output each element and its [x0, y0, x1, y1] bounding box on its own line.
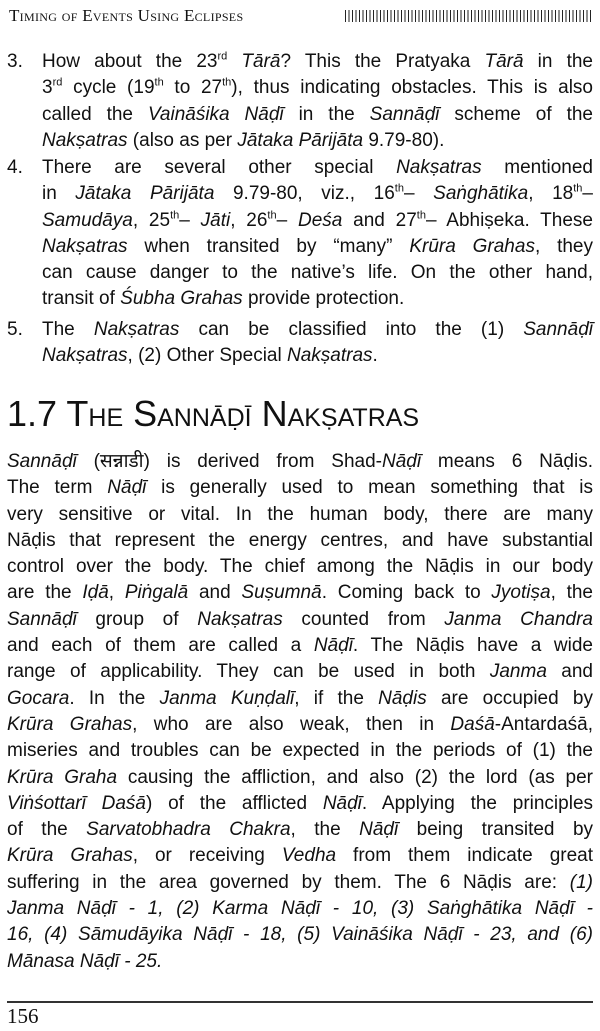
- text-segment: , they: [534, 235, 594, 257]
- text-segment: ? This the Pratyaka: [280, 51, 485, 72]
- text-segment: Piṅgalā: [124, 582, 189, 604]
- text-line: [7, 870, 593, 896]
- text-segment: Nāḍī: [107, 477, 147, 499]
- text-segment: ,: [108, 582, 125, 604]
- text-segment: Janma: [489, 661, 547, 683]
- text-segment: , 26: [230, 209, 268, 231]
- text-segment: when transited by “many”: [127, 235, 410, 257]
- text-line: [7, 502, 593, 528]
- text-segment: to 27: [163, 77, 223, 99]
- text-segment: -Antardaśā,: [494, 713, 593, 735]
- text-segment: are the: [7, 582, 83, 604]
- text-segment: and each of them are called a: [7, 635, 314, 657]
- text-segment: , or receiving: [132, 845, 282, 867]
- text-line: [7, 843, 593, 869]
- text-segment: Nāḍī: [381, 451, 422, 472]
- text-segment: in: [42, 183, 76, 205]
- text-line: [42, 102, 593, 128]
- text-segment: , who are also weak, then in: [132, 713, 451, 735]
- text-line: [42, 208, 593, 234]
- text-segment: Saṅghātika: [433, 183, 529, 205]
- text-segment: Janma Nāḍī - 1, (2) Karma Nāḍī - 10, (3) Saṅghātika Nāḍī -: [7, 898, 593, 920]
- body-paragraph: [7, 449, 593, 975]
- text-segment: Janma Kuṇḍalī: [159, 687, 295, 709]
- text-line: [7, 475, 593, 501]
- list-number: 5.: [7, 319, 23, 340]
- text-segment: Tārā: [484, 51, 524, 72]
- text-segment: Jyotiṣa: [491, 582, 551, 604]
- header-decoration: [345, 10, 593, 22]
- ordinal-suffix: th: [416, 209, 426, 222]
- text-segment: Krūra Graha: [7, 766, 118, 788]
- footer-divider: [7, 1001, 593, 1003]
- text-segment: called the: [42, 103, 148, 125]
- text-segment: –: [179, 209, 201, 231]
- text-segment: very sensitive or vital. In the human body, there are many: [7, 503, 593, 525]
- text-segment: Nakṣatras: [93, 319, 180, 340]
- ordinal-suffix: th: [573, 182, 583, 195]
- text-segment: Sarvatobhadra Chakra: [86, 819, 291, 841]
- list-number: 3.: [7, 51, 23, 72]
- text-segment: Vaināśika Nāḍī: [147, 103, 284, 125]
- text-segment: Sannāḍī: [523, 319, 593, 340]
- text-line: [42, 286, 593, 312]
- text-segment: and 27: [342, 209, 417, 231]
- text-segment: from them indicate great: [336, 845, 593, 867]
- text-segment: Nakṣatras: [286, 345, 373, 367]
- text-line: [7, 765, 593, 791]
- text-segment: can be classified into the (1): [179, 319, 524, 340]
- text-line: [42, 128, 593, 154]
- text-line: [7, 922, 593, 948]
- text-segment: and: [188, 582, 242, 604]
- text-segment: Nakṣatras: [42, 129, 128, 151]
- text-segment: scheme of the: [439, 103, 593, 125]
- text-segment: Vedha: [281, 845, 337, 867]
- list-item-3: [7, 49, 593, 154]
- page-number: 156: [7, 1004, 39, 1028]
- text-segment: ), thus indicating obstacles. This is also: [231, 77, 593, 99]
- text-line: [7, 791, 593, 817]
- text-segment: , 18: [528, 183, 574, 205]
- text-segment: Daśā: [450, 713, 495, 735]
- ordinal-suffix: rd: [52, 76, 63, 89]
- text-segment: Samudāya: [42, 209, 133, 231]
- text-segment: counted from: [282, 608, 445, 630]
- text-segment: Iḍā: [82, 582, 109, 604]
- text-line: [7, 712, 593, 738]
- text-segment: transit of: [42, 288, 121, 310]
- text-segment: . In the: [69, 687, 160, 709]
- text-line: [42, 75, 593, 101]
- text-line: [7, 659, 593, 685]
- text-segment: 9.79-80, viz., 16: [214, 183, 395, 205]
- text-line: [42, 260, 593, 286]
- text-segment: Nāḍī: [322, 792, 362, 814]
- text-line: [42, 49, 593, 75]
- text-segment: The: [42, 319, 94, 340]
- text-line: [42, 155, 593, 181]
- text-segment: [227, 51, 241, 72]
- ordinal-suffix: th: [267, 209, 277, 222]
- text-segment: Nāḍis: [378, 687, 427, 709]
- text-segment: is generally used to mean something that is: [146, 477, 593, 499]
- text-segment: –: [403, 183, 434, 205]
- list-item-4: [7, 155, 593, 313]
- text-line: [7, 449, 593, 475]
- text-segment: There are several other special: [42, 157, 397, 178]
- text-segment: Krūra Grahas: [7, 713, 133, 735]
- text-segment: , the: [550, 582, 593, 604]
- section-heading: 1.7 The Sannāḍī Nakṣatras: [7, 393, 420, 434]
- text-segment: Janma Chandra: [444, 608, 593, 630]
- text-line: [7, 528, 593, 554]
- ordinal-suffix: rd: [217, 50, 228, 63]
- ordinal-suffix: th: [222, 76, 232, 89]
- text-line: [7, 580, 593, 606]
- text-segment: Sannāḍī: [7, 608, 77, 630]
- text-segment: Jātaka Pārijāta: [237, 129, 364, 151]
- text-segment: (सन्नाडी) is derived from Shad-: [76, 451, 382, 472]
- text-line: [42, 317, 593, 343]
- list-item-5: [7, 317, 593, 370]
- text-segment: Sannāḍī: [7, 451, 77, 472]
- text-segment: cycle (19: [62, 77, 155, 99]
- text-segment: of the: [7, 819, 87, 841]
- text-segment: (also as per: [127, 129, 238, 151]
- text-segment: 9.79-80).: [363, 129, 445, 151]
- text-segment: Deśa: [297, 209, 343, 231]
- text-segment: provide protection.: [242, 288, 405, 310]
- text-segment: –: [276, 209, 298, 231]
- text-segment: . Coming back to: [321, 582, 492, 604]
- text-segment: in the: [523, 51, 593, 72]
- text-segment: Jātaka Pārijāta: [75, 183, 215, 205]
- text-segment: and: [546, 661, 594, 683]
- text-segment: Jāti: [200, 209, 231, 231]
- text-segment: Nakṣatras: [42, 345, 128, 367]
- text-line: [7, 633, 593, 659]
- text-segment: miseries and troubles can be expected in the periods of (1) the: [7, 740, 593, 762]
- text-segment: Krūra Grahas: [409, 235, 535, 257]
- text-segment: How about the 23: [42, 51, 218, 72]
- text-segment: range of applicability. They can be used in both: [7, 661, 490, 683]
- text-segment: Viṅśottarī Daśā: [7, 792, 146, 814]
- ordinal-suffix: th: [394, 182, 404, 195]
- text-segment: Sannāḍī: [369, 103, 440, 125]
- text-segment: group of: [76, 608, 198, 630]
- text-line: [7, 738, 593, 764]
- text-line: [7, 607, 593, 633]
- text-segment: , (2) Other Special: [127, 345, 287, 367]
- text-segment: Suṣumnā: [241, 582, 322, 604]
- text-segment: Tārā: [241, 51, 281, 72]
- text-segment: Śubha Grahas: [120, 288, 243, 310]
- ordinal-suffix: th: [154, 76, 164, 89]
- text-line: [7, 949, 593, 975]
- text-segment: Krūra Grahas: [7, 845, 133, 867]
- text-segment: Nāḍī: [359, 819, 399, 841]
- text-segment: . The Nāḍis have a wide: [352, 635, 593, 657]
- text-segment: ) of the afflicted: [146, 792, 323, 814]
- text-segment: Nakṣatras: [42, 235, 128, 257]
- text-line: [7, 554, 593, 580]
- text-segment: . Applying the principles: [361, 792, 594, 814]
- text-segment: 3: [42, 77, 53, 99]
- running-head: Timing of Events Using Eclipses: [9, 6, 244, 25]
- text-segment: are occupied by: [426, 687, 593, 709]
- text-segment: suffering in the area governed by them. The 6 Nāḍis are:: [7, 871, 570, 893]
- text-segment: Nakṣatras: [396, 157, 482, 178]
- text-segment: –: [582, 183, 593, 205]
- text-segment: The term: [7, 477, 108, 499]
- ordinal-suffix: th: [170, 209, 180, 222]
- text-segment: 16, (4) Sāmudāyika Nāḍī - 18, (5) Vaināśika Nāḍī - 23, and (6): [7, 924, 593, 946]
- text-segment: Nakṣatras: [197, 608, 283, 630]
- text-segment: Nāḍis that represent the energy centres, and have substantial: [7, 529, 593, 551]
- text-segment: being transited by: [398, 819, 594, 841]
- text-segment: , if the: [294, 687, 379, 709]
- text-segment: , 25: [132, 209, 171, 231]
- text-segment: mentioned: [481, 157, 593, 178]
- text-line: [42, 234, 593, 260]
- text-segment: , the: [290, 819, 360, 841]
- text-segment: Mānasa Nāḍī - 25.: [7, 950, 163, 972]
- text-segment: Nāḍī: [313, 635, 353, 657]
- text-line: [7, 686, 593, 712]
- text-line: [42, 181, 593, 207]
- text-segment: .: [372, 345, 378, 367]
- text-segment: control over the body. The chief among the Nāḍis in our body: [7, 556, 593, 578]
- text-segment: Gocara: [7, 687, 70, 709]
- list-number: 4.: [7, 157, 23, 178]
- text-line: [42, 343, 593, 369]
- text-segment: in the: [283, 103, 370, 125]
- text-segment: causing the affliction, and also (2) the lord (as per: [117, 766, 593, 788]
- text-segment: can cause danger to the native’s life. On the other hand,: [42, 262, 593, 284]
- text-line: [7, 817, 593, 843]
- text-segment: (1): [569, 871, 593, 893]
- text-line: [7, 896, 593, 922]
- text-segment: – Abhiṣeka. These: [425, 209, 593, 231]
- text-segment: means 6 Nāḍis.: [421, 451, 593, 472]
